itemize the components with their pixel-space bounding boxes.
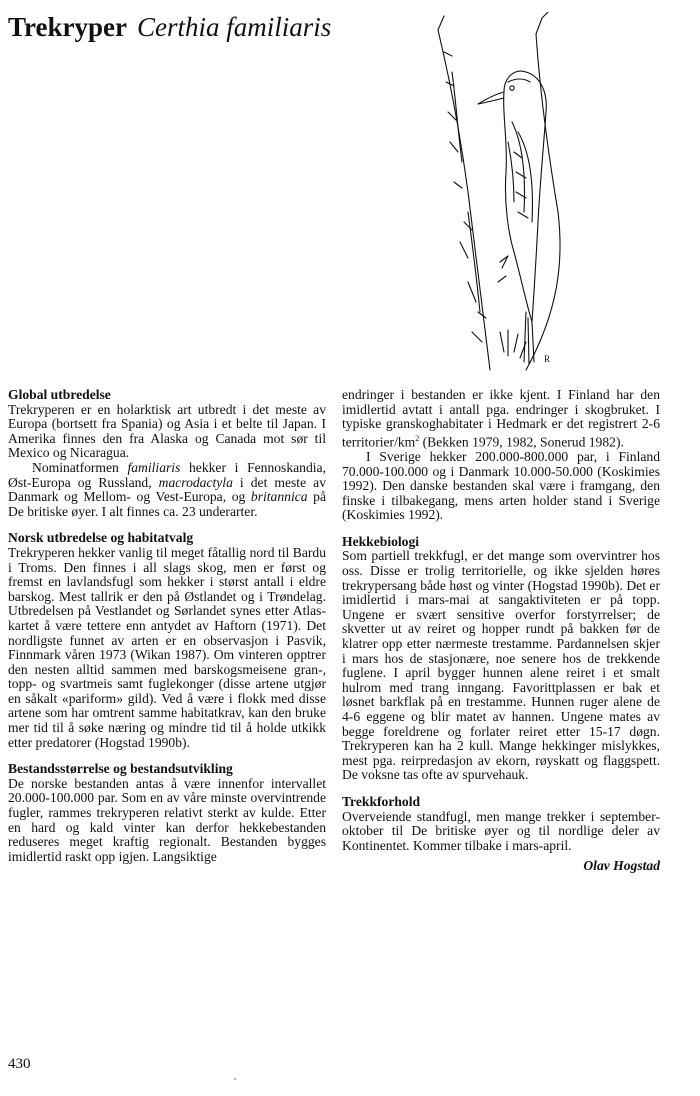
text-run: i det meste av Danmark og Mellom- og Vest-Europa, og — [8, 474, 326, 505]
paragraph: Trekryperen hekker vanlig til meget fåtallig nord til Bardu i Troms. Den finnes i all slags skog, men er først og fremst en lavlandsfugl som hekker i størst antall i eldre barskog. Mest tallrik er den på Østlandet og i Trøndelag. Utbredelsen på Vestlandet og Sørlandet synes etter Atlas-kartet å være tettere enn antydet av Haftorn (1971). Det nordligste funnet av arten er en observasjon i Pasvik, Finnmark våren 1973 (Wikan 1987). Om vinteren opptrer den nesten alltid sammen med barskogsmeisene gran-, topp- og svartmeis samt fuglekonger (disse artene utgjør en såkalt «pariform» gild). Ved å være i flokk med disse artene som har omtrent samme habitatkrav, kan den bruke mer tid til å søke næring og mindre tid til å holde utkikk etter predatorer (Hogstad 1990b). — [8, 544, 326, 750]
paragraph: De norske bestanden antas å være innenfor intervallet 20.000-100.000 par. Som en av våre minste overvintrende fugler, rammes trekryperen relativt sterkt av kulde. Etter en hard og kald vinter kan derfor hekkebestanden reduseres meget kraftig regionalt. Bestanden bygges imidlertid raskt opp igjen. Langsiktige — [8, 775, 326, 864]
section-heading: Trekkforhold — [342, 793, 421, 809]
subspecies-name: macrodactyla — [158, 474, 233, 490]
text-run: endringer i bestanden er ikke kjent. I Finland har den imidlertid avtatt i antall pga. endringer i skogbruket. I typiske granskoghabitater i Hedmark er det registrert 2-6 territorier/km — [342, 387, 660, 450]
paragraph: I Sverige hekker 200.000-800.000 par, i Finland 70.000-100.000 og i Danmark 10.000-50.000 (Koskimies 1992). Den danske bestanden skal være i framgang, den finske i tilbakegang, mens arten holder stand i Sverige (Koskimies 1992). — [342, 448, 660, 523]
scan-speck — [234, 1078, 236, 1080]
author-signature: Olav Hogstad — [583, 858, 660, 874]
species-latin-name: Certhia familiaris — [136, 12, 332, 42]
paragraph — [8, 461, 326, 519]
section-heading: Bestandsstørrelse og bestandsutvikling — [8, 761, 233, 777]
right-column — [342, 388, 660, 886]
left-column — [8, 388, 326, 876]
text-run: (Bekken 1979, 1982, Sonerud 1982). — [419, 434, 624, 450]
paragraph: Som partiell trekkfugl, er det mange som overvintrer hos oss. Disse er trolig territorielle, og ikke sjelden høres trekrypersang både høst og vinter (Hogstad 1990b). Det er imidlertid i mars-mai at sangaktiviteten er på topp. Ungene er svært sensitive overfor forstyrrelser; de skvetter ut av reiret og hopper rundt på bakken før de klatrer opp etter nærmeste trestamme. Pardannelsen skjer i mars hos de stasjonære, noe senere hos de trekkende fuglene. I april bygger hunnen alene reiret i et smalt hulrom med trang inngang. Favorittplassen er bak et løsnet barkflak på en trestamme. Hunnen ruger alene de 4-6 eggene og blir matet av hannen. Ungene mates av begge foreldrene og forlater reiret etter 15-17 døgn. Trekryperen kan ha 2 kull. Mange hekkinger mislykkes, mest pga. reirpredasjon av ekorn, røyskatt og flaggspett. De voksne tas ofte av spurvehauk. — [342, 548, 660, 783]
svg-text:R: R — [544, 354, 551, 364]
section-bestand — [8, 762, 326, 864]
species-common-name: Trekryper — [8, 12, 127, 42]
section-norsk — [8, 531, 326, 750]
section-hekkebiologi — [342, 535, 660, 783]
section-heading: Hekkebiologi — [342, 533, 420, 549]
section-trekkforhold — [342, 795, 660, 874]
paragraph: Trekryperen er en holarktisk art utbredt i det meste av Europa (bortsett fra Spania) og Asia i et belte til Japan. I Amerika finnes den fra Alaska og Canada mot sør til Mexico og Nicaragua. — [8, 401, 326, 461]
text-run: Nominatformen — [32, 459, 128, 475]
subspecies-name: britannica — [250, 489, 308, 505]
text-run: hekker i Fennoskandia, Øst-Europa og Russland, — [8, 459, 326, 490]
page-title — [8, 14, 331, 41]
section-heading: Norsk utbredelse og habitatvalg — [8, 530, 194, 546]
section-heading: Global utbredelse — [8, 387, 111, 402]
page-number: 430 — [8, 1056, 31, 1072]
section-bestand-continued — [342, 388, 660, 523]
text-run: på De britiske øyer. I alt finnes ca. 23 underarter. — [8, 489, 326, 519]
subspecies-name: familiaris — [127, 459, 181, 475]
paragraph: Overveiende standfugl, men mange trekker i september-oktober til De britiske øyer og til nordlige deler av Kontinentet. Kommer tilbake i mars-april. — [342, 808, 660, 853]
section-global — [8, 388, 326, 519]
treecreeper-drawing-icon — [408, 12, 568, 374]
paragraph — [342, 388, 660, 450]
superscript: 2 — [415, 433, 420, 443]
